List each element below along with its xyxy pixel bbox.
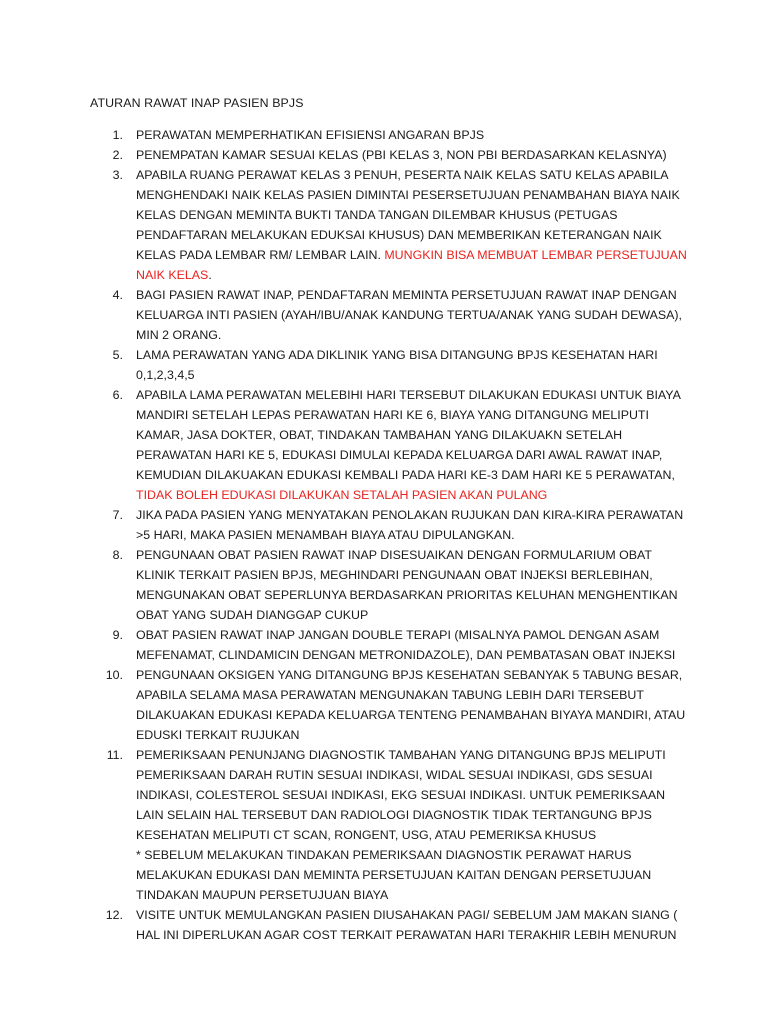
item-number: 7. xyxy=(112,508,123,522)
item-note: * SEBELUM MELAKUKAN TINDAKAN PEMERIKSAAN DIAGNOSTIK PERAWAT HARUS MELAKUKAN EDUKASI DAN MEMINTA PERSETUJUAN KAITAN DENGAN PERSETUJUAN TINDAKAN MAUPUN PERSETUJUAN BIAYA xyxy=(136,848,652,902)
item-text: OBAT PASIEN RAWAT INAP JANGAN DOUBLE TERAPI (MISALNYA PAMOL DENGAN ASAM MEFENAMAT, CLINDAMICIN DENGAN METRONIDAZOLE), DAN PEMBATASAN OBAT INJEKSI xyxy=(136,628,676,662)
item-number: 12. xyxy=(105,908,123,922)
item-number: 2. xyxy=(112,148,123,162)
item-text: PENGUNAAN OBAT PASIEN RAWAT INAP DISESUAIKAN DENGAN FORMULARIUM OBAT KLINIK TERKAIT PASIEN BPJS, MEGHINDARI PENGUNAAN OBAT INJEKSI BERLEBIHAN, MENGUNAKAN OBAT SEPERLUNYA BERDASARKAN PRIORITAS KELUHAN MENGHENTIKAN OBAT YANG SUDAH DIANGGAP CUKUP xyxy=(136,548,678,622)
item-text: PENEMPATAN KAMAR SESUAI KELAS (PBI KELAS 3, NON PBI BERDASARKAN KELASNYA) xyxy=(136,148,667,162)
item-number: 6. xyxy=(112,388,123,402)
item-highlight: MUNGKIN BISA MEMBUAT LEMBAR PERSETUJUAN NAIK KELAS xyxy=(136,248,687,282)
item-tail: . xyxy=(208,268,212,282)
item-highlight: TIDAK BOLEH EDUKASI DILAKUKAN SETALAH PASIEN AKAN PULANG xyxy=(136,488,548,502)
item-number: 1. xyxy=(112,128,123,142)
list-item-12 xyxy=(90,905,690,945)
item-number: 3. xyxy=(112,168,123,182)
item-text: BAGI PASIEN RAWAT INAP, PENDAFTARAN MEMINTA PERSETUJUAN RAWAT INAP DENGAN KELUARGA INTI PASIEN (AYAH/IBU/ANAK KANDUNG TERTUA/ANAK YANG SUDAH DEWASA), MIN 2 ORANG. xyxy=(136,288,682,342)
list-item-4 xyxy=(90,285,690,345)
item-text: PEMERIKSAAN PENUNJANG DIAGNOSTIK TAMBAHAN YANG DITANGUNG BPJS MELIPUTI PEMERIKSAAN DARAH RUTIN SESUAI INDIKASI, WIDAL SESUAI INDIKASI, GDS SESUAI INDIKASI, COLESTEROL SESUAI INDIKASI, EKG SESUAI INDIKASI. UNTUK PEMERIKSAAN LAIN SELAIN HAL TERSEBUT DAN RADIOLOGI DIAGNOSTIK TIDAK TERTANGUNG BPJS KESEHATAN MELIPUTI CT SCAN, RONGENT, USG, ATAU PEMERIKSA KHUSUS xyxy=(136,748,666,842)
list-item-3 xyxy=(90,165,690,285)
list-item-9 xyxy=(90,625,690,665)
document-title: ATURAN RAWAT INAP PASIEN BPJS xyxy=(90,96,304,110)
rules-list xyxy=(90,125,690,945)
item-text: VISITE UNTUK MEMULANGKAN PASIEN DIUSAHAKAN PAGI/ SEBELUM JAM MAKAN SIANG ( HAL INI DIPERLUKAN AGAR COST TERKAIT PERAWATAN HARI TERAKHIR LEBIH MENURUN xyxy=(136,908,678,942)
item-text: PERAWATAN MEMPERHATIKAN EFISIENSI ANGARAN BPJS xyxy=(136,128,485,142)
list-item-1 xyxy=(90,125,690,145)
item-number: 9. xyxy=(112,628,123,642)
item-text: APABILA RUANG PERAWAT KELAS 3 PENUH, PESERTA NAIK KELAS SATU KELAS APABILA MENGHENDAKI NAIK KELAS PASIEN DIMINTAI PESERSETUJUAN PENAMBAHAN BIAYA NAIK KELAS DENGAN MEMINTA BUKTI TANDA TANGAN DILEMBAR KHUSUS (PETUGAS PENDAFTARAN MELAKUKAN EDUKSAI KHUSUS) DAN MEMBERIKAN KETERANGAN NAIK KELAS PADA LEMBAR RM/ LEMBAR LAIN. xyxy=(136,168,680,262)
item-text: APABILA LAMA PERAWATAN MELEBIHI HARI TERSEBUT DILAKUKAN EDUKASI UNTUK BIAYA MANDIRI SETELAH LEPAS PERAWATAN HARI KE 6, BIAYA YANG DITANGUNG MELIPUTI KAMAR, JASA DOKTER, OBAT, TINDAKAN TAMBAHAN YANG DILAKUAKN SETELAH PERAWATAN HARI KE 5, EDUKASI DIMULAI KEPADA KELUARGA DARI AWAL RAWAT INAP, KEMUDIAN DILAKUAKAN EDUKASI KEMBALI PADA HARI KE-3 DAM HARI KE 5 PERAWATAN, xyxy=(136,388,681,482)
list-item-6 xyxy=(90,385,690,505)
item-text: LAMA PERAWATAN YANG ADA DIKLINIK YANG BISA DITANGUNG BPJS KESEHATAN HARI 0,1,2,3,4,5 xyxy=(136,348,658,382)
list-item-7 xyxy=(90,505,690,545)
item-text: JIKA PADA PASIEN YANG MENYATAKAN PENOLAKAN RUJUKAN DAN KIRA-KIRA PERAWATAN >5 HARI, MAKA PASIEN MENAMBAH BIAYA ATAU DIPULANGKAN. xyxy=(136,508,684,542)
item-number: 10. xyxy=(105,668,123,682)
item-number: 4. xyxy=(112,288,123,302)
list-item-2 xyxy=(90,145,690,165)
list-item-11 xyxy=(90,745,690,905)
item-text: PENGUNAAN OKSIGEN YANG DITANGUNG BPJS KESEHATAN SEBANYAK 5 TABUNG BESAR, APABILA SELAMA MASA PERAWATAN MENGUNAKAN TABUNG LEBIH DARI TERSEBUT DILAKUAKAN EDUKASI KEPADA KELUARGA TENTENG PENAMBAHAN BIYAYA MANDIRI, ATAU EDUSKI TERKAIT RUJUKAN xyxy=(136,668,686,742)
item-number: 11. xyxy=(106,748,123,762)
item-number: 5. xyxy=(112,348,123,362)
list-item-8 xyxy=(90,545,690,625)
list-item-10 xyxy=(90,665,690,745)
item-number: 8. xyxy=(112,548,123,562)
list-item-5 xyxy=(90,345,690,385)
